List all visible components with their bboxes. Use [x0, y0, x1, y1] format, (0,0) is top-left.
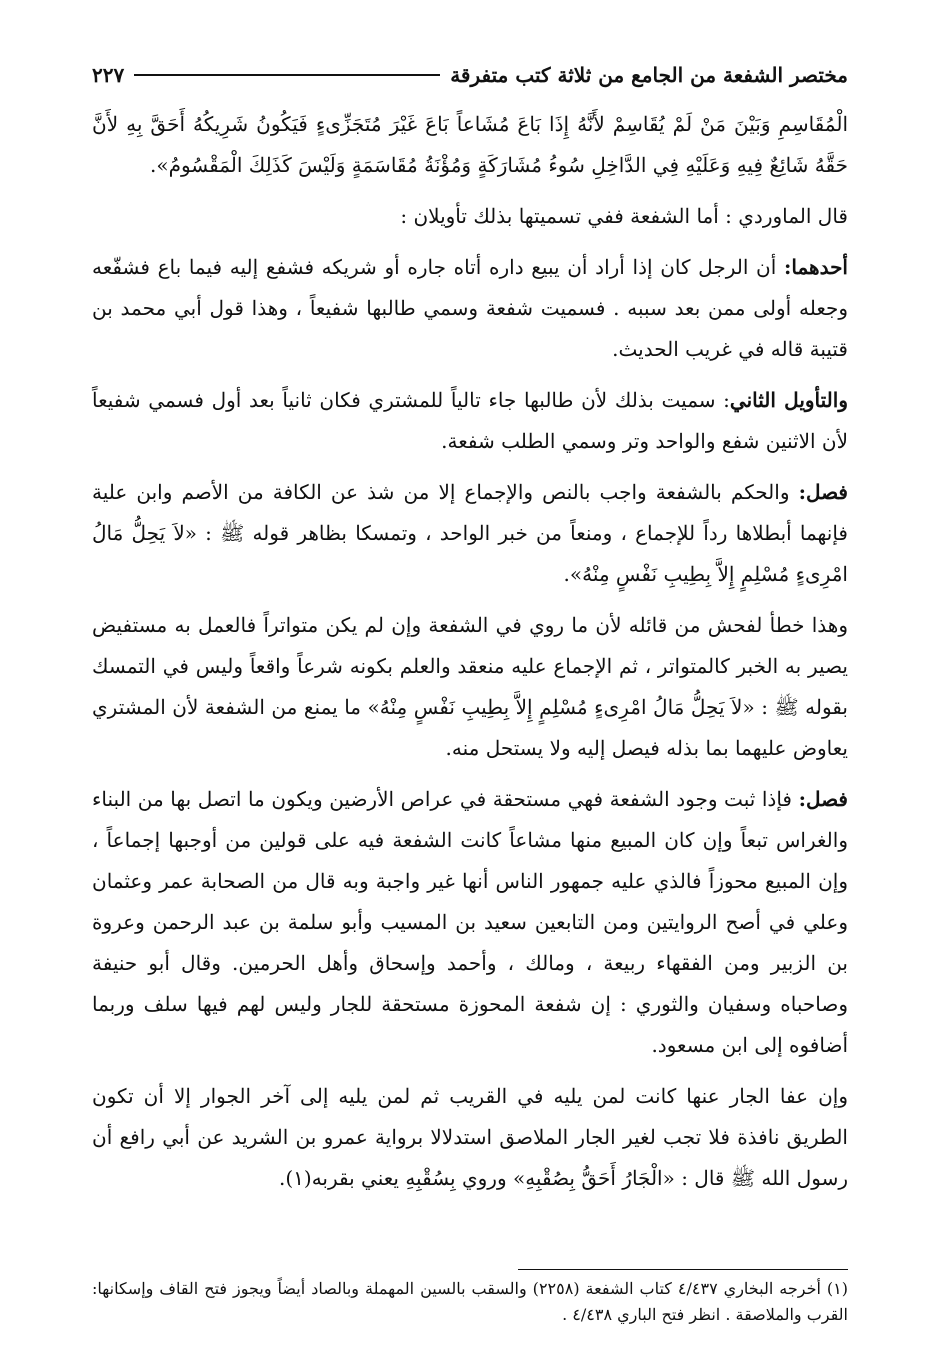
- page: [92, 58, 848, 1328]
- paragraph-first-interpretation: [92, 247, 848, 370]
- paragraph-refutation: وهذا خطأ لفحش من قائله لأن ما روي في الشفعة وإن لم يكن متواتراً فالعمل به مستفيض يصير به الخبر كالمتواتر ، ثم الإجماع عليه منعقد والعلم بكونه شرعاً واقعاً وليس في التمسك بقوله ﷺ : «لاَ يَحِلُّ مَالُ امْرِىءٍ مُسْلِمٍ إِلاَّ بِطِيبِ نَفْسٍ مِنْهُ» ما يمنع من الشفعة لأن المشتري يعاوض عليهما بما بذله فيصل إليه ولا يستحل منه.: [92, 613, 848, 760]
- paragraph-neighbor: وإن عفا الجار عنها كانت لمن يليه في القريب ثم لمن يليه إلى آخر الجوار إلا أن تكون الطريق نافذة فلا تجب لغير الجار الملاصق استدلالا برواية عمرو بن الشريد عن أبي رافع أن رسول الله ﷺ قال : «الْجَارُ أَحَقُّ بِصُقْبِهِ» وروي بِسُقْبِهِ يعني بقربه(١).: [92, 1084, 848, 1190]
- section-ruling: [92, 472, 848, 595]
- mawardi-intro: قال الماوردي : أما الشفعة ففي تسميتها بذلك تأويلان :: [400, 204, 848, 228]
- paragraph-text: والحكم بالشفعة واجب بالنص والإجماع إلا من شذ عن الكافة من الأصم وابن علية فإنهما أبطلاها رداً للإجماع ، ومنعاً من خبر الواحد ، وتمسكا بظاهر قوله ﷺ : «لاَ يَحِلُّ مَالُ امْرِىءٍ مُسْلِمٍ إِلاَّ بِطِيبِ نَفْسٍ مِنْهُ».: [92, 480, 848, 586]
- paragraph-text: فإذا ثبت وجود الشفعة فهي مستحقة في عراص الأرضين ويكون ما اتصل بها من البناء والغراس تبعاً وإن كان المبيع منها مشاعاً كانت الشفعة فيه على قولين من أوجبها إجماعاً ، وإن المبيع محوزاً فالذي عليه جمهور الناس أنها غير واجبة وبه قال من الصحابة عمر وعثمان وعلي في أصح الروايتين ومن التابعين سعيد بن المسيب وأبو سلمة بن عبد الرحمن وعروة بن الزبير ومن الفقهاء ربيعة ، ومالك ، وأحمد وإسحاق وأهل الحرمين. وقال أبو حنيفة وصاحباه وسفيان والثوري : إن شفعة المحوزة مستحقة للجار وليس لهم فيها سلف وربما أضافوه إلى ابن مسعود.: [92, 787, 849, 1057]
- page-number: ٢٢٧: [92, 63, 125, 87]
- lead-word: أحدهما:: [783, 255, 848, 279]
- section-scope: [92, 779, 848, 1066]
- section-heading: فصل:: [798, 480, 848, 504]
- paragraph-second-interpretation: [92, 380, 848, 462]
- section-heading: فصل:: [798, 787, 848, 811]
- running-header: [92, 58, 848, 92]
- paragraph-text: : سميت بذلك لأن طالبها جاء تالياً للمشتري فكان ثانياً بعد أول فسمي شفيعاً لأن الاثنين شفع والواحد وتر وسمي الطلب شفعة.: [92, 388, 848, 453]
- hadith-continuation: الْمُقَاسِمِ وَبَيْنَ مَنْ لَمْ يُقَاسِمْ لأَنَّهُ إِذَا بَاعَ مُشَاعاً بَاعَ غَيْرَ مُتَجَزِّىءٍ فَيَكُونُ شَرِيكُهُ أَحَقَّ بِهِ لأَنَّ حَقَّهُ شَائِعٌ فِيهِ وَعَلَيْهِ فِي الدَّاخِلِ سُوءُ مُشَارَكَةٍ وَمُؤْنَةُ مُقَاسَمَةٍ وَلَيْسَ كَذَلِكَ الْمَقْسُومُ».: [92, 112, 848, 177]
- body-text: [92, 104, 848, 1199]
- footnote-area: [92, 1269, 848, 1328]
- header-rule: [134, 74, 440, 76]
- paragraph-text: أن الرجل كان إذا أراد أن يبيع داره أتاه جاره أو شريكه فشفع إليه فيما باع فشفّعه وجعله أولى ممن بعد سببه . فسميت شفعة وسمي طالبها شفيعاً ، وهذا قول أبي محمد بن قتيبة قاله في غريب الحديث.: [92, 255, 848, 361]
- footnote: (١) أخرجه البخاري ٤/٤٣٧ كتاب الشفعة (٢٢٥٨) والسقب بالسين المهملة وبالصاد أيضاً ويجوز فتح القاف وإسكانها: القرب والملاصقة . انظر فتح الباري ٤/٤٣٨ .: [92, 1279, 849, 1324]
- footnote-rule: [518, 1269, 848, 1270]
- running-title: مختصر الشفعة من الجامع من ثلاثة كتب متفرقة: [450, 63, 848, 87]
- lead-word: والتأويل الثاني: [729, 388, 848, 412]
